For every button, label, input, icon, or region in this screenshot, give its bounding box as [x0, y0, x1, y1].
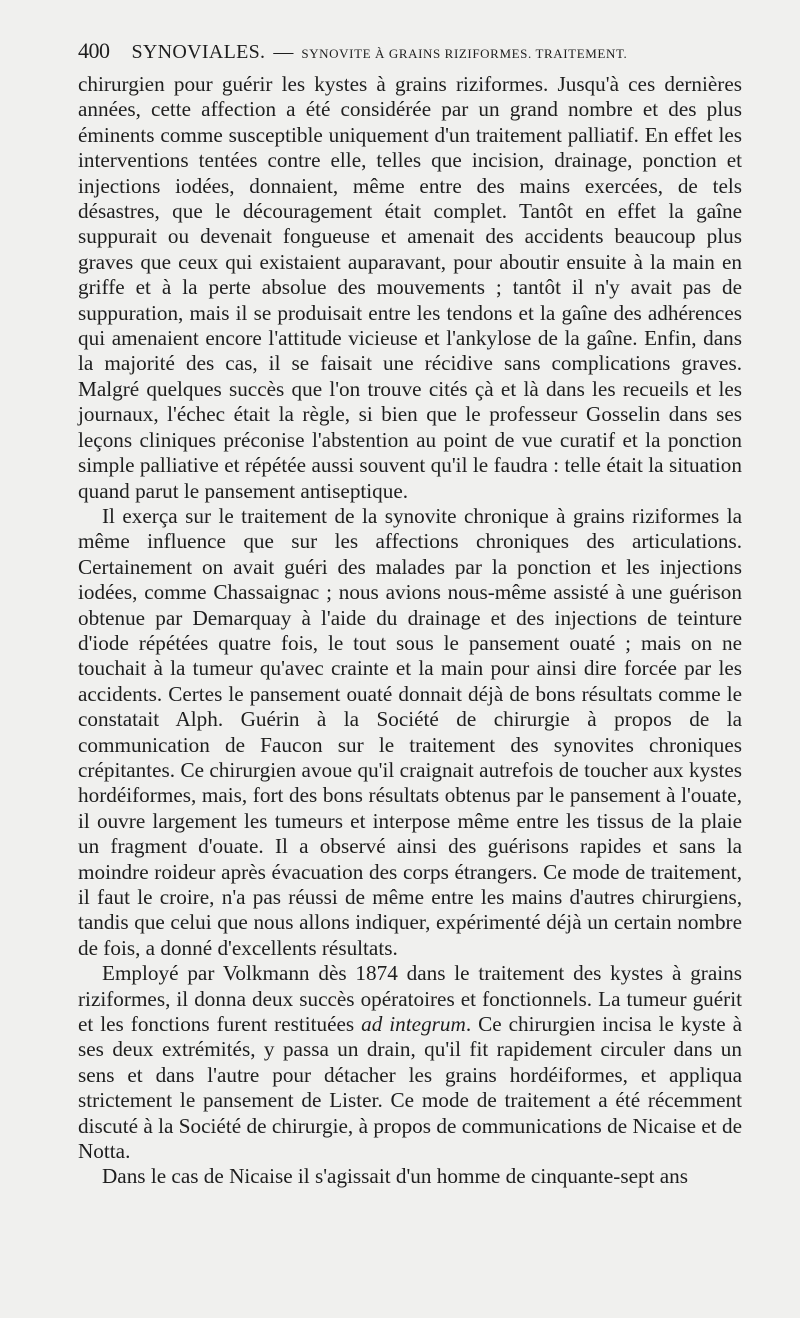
running-header [78, 38, 754, 64]
header-separator: — [273, 41, 294, 63]
paragraph-3-text-after: . Ce chirurgien incisa le kyste à ses deux extrémités, y passa un drain, qu'il fit rapidement circuler dans un sens et dans l'autre pour détacher les grains hordéiformes, et appliqua strictement le pansement de Lister. Ce mode de traitement a été récemment discuté à la Société de chirurgie, à propos de communications de Nicaise et de Notta. [78, 1012, 742, 1164]
running-title: SYNOVITE À GRAINS RIZIFORMES. TRAITEMENT. [301, 46, 628, 61]
body-text [78, 72, 742, 1190]
section-name: SYNOVIALES. [131, 41, 266, 63]
paragraph-3 [78, 961, 742, 1164]
paragraph-3-italic-phrase: ad integrum [361, 1012, 466, 1037]
paragraph-4: Dans le cas de Nicaise il s'agissait d'un homme de cinquante-sept ans [102, 1164, 689, 1189]
page-number: 400 [78, 38, 110, 63]
paragraph-3-text-before: Employé par Volkmann dès 1874 dans le traitement des kystes à grains riziformes, il donna deux succès opératoires et fonctionnels. La tumeur guérit et les fonctions furent restituées [78, 961, 742, 1037]
paragraph-2: Il exerça sur le traitement de la synovite chronique à grains riziformes la même influence que sur les affections chroniques des articulations. Certainement on avait guéri des malades par la ponction et les injections iodées, comme Chassaignac ; nous avions nous-même assisté à une guérison obtenue par Demarquay à l'aide du drainage et des injections de teinture d'iode répétées quatre fois, le tout sous le pansement ouaté ; mais on ne touchait à la tumeur qu'avec crainte et la main pour ainsi dire forcée par les accidents. Certes le pansement ouaté donnait déjà de bons résultats comme le constatait Alph. Guérin à la Société de chirurgie à propos de la communication de Faucon sur le traitement des synovites chroniques crépitantes. Ce chirurgien avoue qu'il craignait autrefois de toucher aux kystes hordéiformes, mais, fort des bons résultats obtenus par le pansement à l'ouate, il ouvre largement les tumeurs et interpose même entre les tissus de la plaie un fragment d'ouate. Il a observé ainsi des guérisons rapides et sans la moindre roideur après évacuation des corps étrangers. Ce mode de traitement, il faut le croire, n'a pas réussi de même entre les mains d'autres chirurgiens, tandis que celui que nous allons indiquer, expérimenté déjà un certain nombre de fois, a donné d'excellents résultats. [78, 503, 742, 960]
paragraph-1: chirurgien pour guérir les kystes à grains riziformes. Jusqu'à ces dernières années, cette affection a été considérée par un grand nombre et des plus éminents comme susceptible uniquement d'un traitement palliatif. En effet les interventions tentées contre elle, telles que incision, drainage, ponction et injections iodées, donnaient, même entre des mains exercées, de tels désastres, que le découragement était complet. Tantôt en effet la gaîne suppurait ou devenait fongueuse et amenait des accidents beaucoup plus graves que ceux qui existaient auparavant, pour aboutir ensuite à la main en griffe et à la perte absolue des mouvements ; tantôt il n'y avait pas de suppuration, mais il se produisait entre les tendons et la gaîne des adhérences qui amenaient encore l'attitude vicieuse et l'ankylose de la gaîne. Enfin, dans la majorité des cas, il se faisait une récidive sans complications graves. Malgré quelques succès que l'on trouve cités çà et là dans les recueils et les journaux, l'échec était la règle, si bien que le professeur Gosselin dans ses leçons cliniques préconise l'abstention au point de vue curatif et la ponction simple palliative et répétée aussi souvent qu'il le faudra : telle était la situation quand parut le pansement antiseptique. [78, 72, 742, 503]
